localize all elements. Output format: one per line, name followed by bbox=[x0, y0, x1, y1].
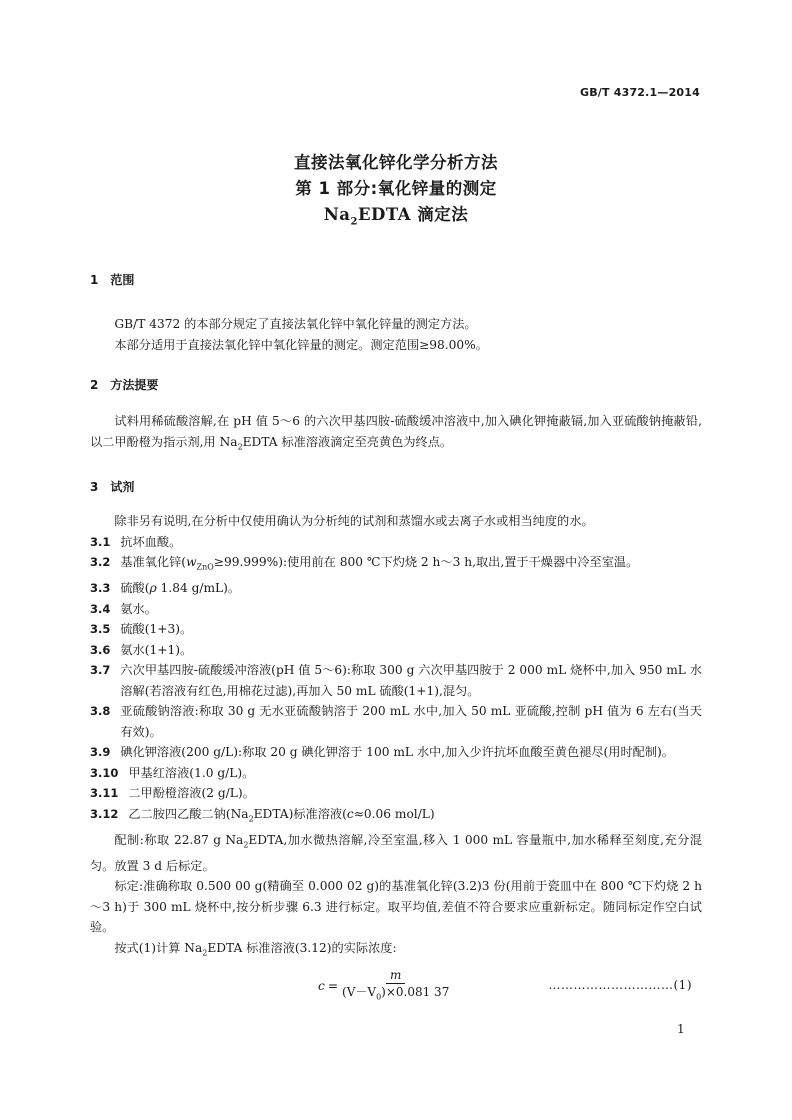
reagent-item: 3.6 氨水(1+1)。 bbox=[90, 642, 193, 657]
standard-code: GB/T 4372.1—2014 bbox=[579, 86, 700, 99]
reagent-item: 3.9 碘化钾溶液(200 g/L):称取 20 g 碘化钾溶于 100 mL 水中,加入少许抗坏血酸至黄色褪尽(用时配制)。 bbox=[90, 745, 674, 760]
section-title: 方法提要 bbox=[110, 378, 159, 392]
formula-1 bbox=[90, 968, 702, 1008]
method-summary-paragraph: 试料用稀硫酸溶解,在 pH 值 5～6 的六次甲基四胺-硫酸缓冲溶液中,加入碘化钾掩蔽镉,加入亚硫酸钠掩蔽铅,以二甲酚橙为指示剂,用 $Na_2EDTA$ 标准溶液滴定至亮黄色为终点。 bbox=[90, 414, 702, 451]
formula-denominator: $(V-V_0)\times 0.081$ 37 bbox=[342, 984, 450, 1002]
title-line-1: 直接法氧化锌化学分析方法 bbox=[294, 153, 498, 172]
preparation-paragraph: 配制:称取 22.87 g $Na_2EDTA$,加水微热溶解,冷至室温,移入 1 000 mL 容量瓶中,加水稀释至刻度,充分混匀。放置 3 d 后标定。 bbox=[90, 832, 702, 873]
scope-paragraph-2: 本部分适用于直接法氧化锌中氧化锌量的测定。测定范围≥98.00%。 bbox=[114, 337, 488, 352]
reagents-intro-paragraph: 除非另有说明,在分析中仅使用确认为分析纯的试剂和蒸馏水或去离子水或相当纯度的水。 bbox=[114, 514, 594, 529]
reagent-item: 3.5 硫酸(1+3)。 bbox=[90, 622, 193, 637]
concentration-formula bbox=[318, 968, 449, 1005]
reagent-item: 3.12 乙二胺四乙酸二钠$(Na_2EDTA)$标准溶液(c≈0.06 mol/L) bbox=[90, 806, 435, 824]
calculation-paragraph: 按式(1)计算 $Na_2EDTA$ 标准溶液(3.12)的实际浓度: bbox=[114, 940, 397, 958]
document-body bbox=[90, 270, 702, 1008]
section-1-heading bbox=[90, 270, 702, 290]
formula-numerator: m bbox=[386, 968, 405, 984]
equation-number: …………………………(1) bbox=[548, 977, 692, 992]
section-3-heading bbox=[90, 477, 702, 497]
reagent-item: 3.10 甲基红溶液(1.0 g/L)。 bbox=[90, 765, 255, 780]
formula-lhs: c bbox=[318, 979, 325, 994]
document-title bbox=[0, 150, 792, 235]
formula-fraction bbox=[342, 968, 449, 1005]
section-title: 范围 bbox=[110, 273, 135, 287]
section-number: 2 bbox=[90, 378, 99, 392]
standardization-paragraph: 标定:准确称取 0.500 00 g(精确至 0.000 02 g)的基准氧化锌(3.2)3 份(用前于瓷皿中在 800 ℃下灼烧 2 h～3 h)于 300 mL 烧杯中,按分析步骤 6.3 进行标定。取平均值,差值不符合要求应重新标定。随同标定作空白试验。 bbox=[90, 879, 702, 935]
scope-paragraph-1: GB/T 4372 的本部分规定了直接法氧化锌中氧化锌量的测定方法。 bbox=[114, 317, 477, 331]
section-2-heading bbox=[90, 375, 702, 395]
reagent-item: 3.7 六次甲基四胺-硫酸缓冲溶液(pH 值 5～6):称取 300 g 六次甲基四胺于 2 000 mL 烧杯中,加入 950 mL 水溶解(若溶液有红色,用棉花过滤),再加入 50 mL 硫酸(1+1),混匀。 bbox=[90, 663, 702, 698]
reagent-item: 3.3 硫酸(ρ 1.84 g/mL)。 bbox=[90, 581, 241, 596]
reagent-item: 3.2 基准氧化锌$(w_{ZnO}\ge 99.999\%)$:使用前在 800 ℃下灼烧 2 h～3 h,取出,置于干燥器中冷至室温。 bbox=[90, 555, 639, 572]
title-line-3: $Na_2EDTA$ 滴定法 bbox=[323, 205, 469, 228]
reagent-item: 3.4 氨水。 bbox=[90, 601, 157, 616]
reagent-item: 3.11 二甲酚橙溶液(2 g/L)。 bbox=[90, 786, 255, 801]
title-line-2: 第 1 部分:氧化锌量的测定 bbox=[295, 179, 497, 198]
reagent-item: 3.1 抗坏血酸。 bbox=[90, 534, 182, 549]
page-number: 1 bbox=[677, 1022, 685, 1036]
section-title: 试剂 bbox=[110, 480, 135, 495]
formula-equals: = bbox=[327, 979, 339, 994]
reagent-item: 3.8 亚硫酸钠溶液:称取 30 g 无水亚硫酸钠溶于 200 mL 水中,加入 50 mL 亚硫酸,控制 pH 值为 6 左右(当天有效)。 bbox=[90, 704, 702, 739]
section-number: 3 bbox=[90, 480, 99, 495]
section-number: 1 bbox=[90, 273, 99, 287]
